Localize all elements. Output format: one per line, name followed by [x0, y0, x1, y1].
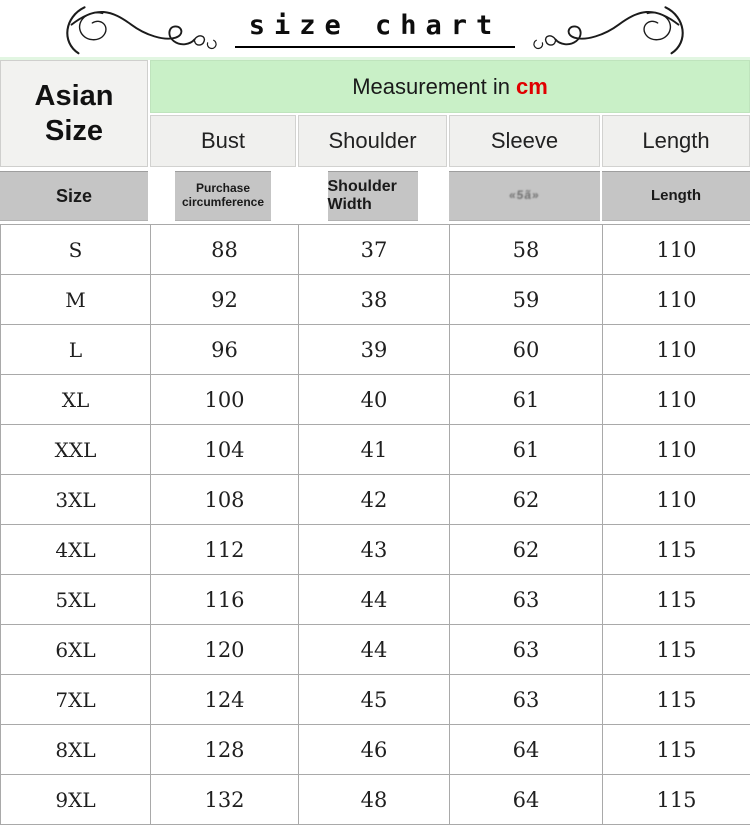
sleeve-value-cell: 62	[450, 525, 603, 575]
length-value-cell: 115	[603, 575, 750, 625]
shoulder-value-cell: 45	[299, 675, 450, 725]
shoulder-value-cell: 40	[299, 375, 450, 425]
bust-value-cell: 88	[151, 225, 299, 275]
bust-value-cell: 96	[151, 325, 299, 375]
bust-value-cell: 124	[151, 675, 299, 725]
bust-value-cell: 104	[151, 425, 299, 475]
subheader-purchase-circumference: Purchase circumference	[175, 171, 271, 221]
table-row	[1, 225, 750, 275]
subheader-length: Length	[602, 171, 750, 221]
size-rows	[1, 225, 750, 825]
table-row	[1, 275, 750, 325]
size-label-cell: 4XL	[1, 525, 151, 575]
column-header-sleeve: Sleeve	[449, 115, 600, 167]
table-row	[1, 375, 750, 425]
table-row	[1, 775, 750, 825]
bust-value-cell: 132	[151, 775, 299, 825]
measurement-label: Measurement in	[352, 74, 510, 100]
length-value-cell: 115	[603, 725, 750, 775]
banner	[0, 0, 750, 57]
length-value-cell: 115	[603, 675, 750, 725]
subheader-shoulder-width: Shoulder Width	[328, 171, 418, 221]
table-row	[1, 725, 750, 775]
subheader-sleeve-illegible	[449, 171, 600, 221]
sleeve-value-cell: 61	[450, 375, 603, 425]
shoulder-value-cell: 43	[299, 525, 450, 575]
bust-value-cell: 112	[151, 525, 299, 575]
column-header-length: Length	[602, 115, 750, 167]
table-row	[1, 575, 750, 625]
sleeve-value-cell: 60	[450, 325, 603, 375]
size-label-cell: 7XL	[1, 675, 151, 725]
bust-value-cell: 128	[151, 725, 299, 775]
length-value-cell: 110	[603, 375, 750, 425]
length-value-cell: 115	[603, 775, 750, 825]
length-value-cell: 110	[603, 325, 750, 375]
sleeve-value-cell: 63	[450, 675, 603, 725]
corner-header-asian-size	[0, 60, 148, 167]
column-header-bust: Bust	[150, 115, 296, 167]
size-label-cell: S	[1, 225, 151, 275]
length-value-cell: 110	[603, 475, 750, 525]
shoulder-value-cell: 46	[299, 725, 450, 775]
measurement-header	[150, 60, 750, 113]
shoulder-value-cell: 39	[299, 325, 450, 375]
sleeve-value-cell: 62	[450, 475, 603, 525]
length-value-cell: 115	[603, 625, 750, 675]
sleeve-value-cell: 64	[450, 725, 603, 775]
length-value-cell: 110	[603, 225, 750, 275]
size-table	[0, 57, 750, 825]
sleeve-value-cell: 63	[450, 625, 603, 675]
length-value-cell: 115	[603, 525, 750, 575]
corner-label-line2: Size	[45, 114, 103, 149]
sleeve-value-cell: 63	[450, 575, 603, 625]
bust-value-cell: 116	[151, 575, 299, 625]
size-label-cell: M	[1, 275, 151, 325]
size-label-cell: 8XL	[1, 725, 151, 775]
size-label-cell: XXL	[1, 425, 151, 475]
table-row	[1, 425, 750, 475]
measurement-unit: cm	[516, 74, 548, 100]
sleeve-value-cell: 61	[450, 425, 603, 475]
bust-value-cell: 92	[151, 275, 299, 325]
subheader-size: Size	[0, 171, 148, 221]
shoulder-value-cell: 48	[299, 775, 450, 825]
size-label-cell: 5XL	[1, 575, 151, 625]
size-label-cell: 3XL	[1, 475, 151, 525]
table-subheader	[0, 171, 750, 221]
size-label-cell: XL	[1, 375, 151, 425]
length-value-cell: 110	[603, 275, 750, 325]
table-row	[1, 525, 750, 575]
table-row	[1, 625, 750, 675]
shoulder-value-cell: 42	[299, 475, 450, 525]
sleeve-value-cell: 59	[450, 275, 603, 325]
table-row	[1, 475, 750, 525]
flourish-left-icon	[51, 3, 229, 55]
column-header-shoulder: Shoulder	[298, 115, 447, 167]
size-label-cell: 6XL	[1, 625, 151, 675]
shoulder-value-cell: 44	[299, 575, 450, 625]
bust-value-cell: 108	[151, 475, 299, 525]
shoulder-value-cell: 41	[299, 425, 450, 475]
size-label-cell: L	[1, 325, 151, 375]
sleeve-value-cell: 64	[450, 775, 603, 825]
illegible-smudge: «5ã»	[509, 189, 541, 203]
size-label-cell: 9XL	[1, 775, 151, 825]
shoulder-value-cell: 44	[299, 625, 450, 675]
table-row	[1, 675, 750, 725]
page-title: size chart	[235, 10, 516, 48]
bust-value-cell: 100	[151, 375, 299, 425]
shoulder-value-cell: 38	[299, 275, 450, 325]
length-value-cell: 110	[603, 425, 750, 475]
flourish-right-icon	[521, 3, 699, 55]
shoulder-value-cell: 37	[299, 225, 450, 275]
corner-label-line1: Asian	[35, 79, 114, 114]
size-data-table	[0, 224, 750, 825]
table-row	[1, 325, 750, 375]
sleeve-value-cell: 58	[450, 225, 603, 275]
bust-value-cell: 120	[151, 625, 299, 675]
table-header	[0, 60, 750, 167]
